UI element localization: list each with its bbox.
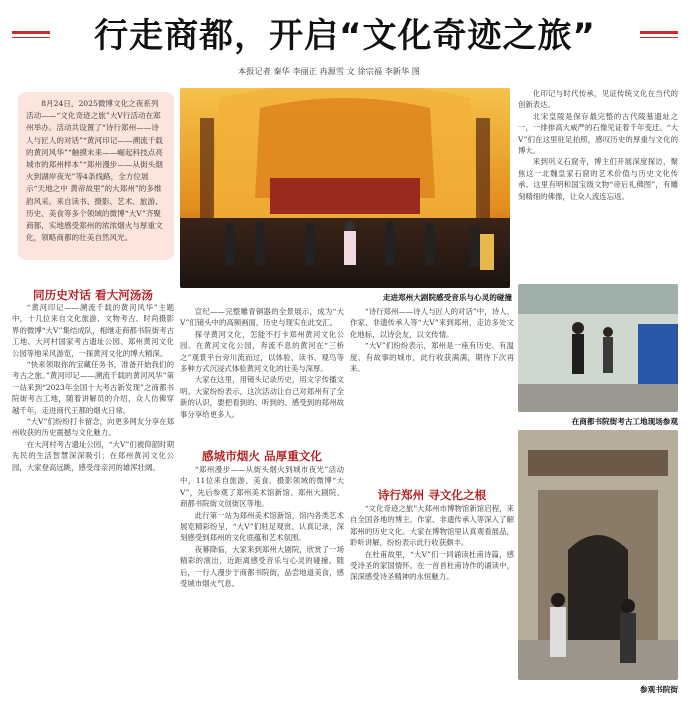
page-title: 行走商都，开启“文化奇迹之旅”: [94, 16, 596, 56]
col4-paragraph: 化印记与时代传承，见证传统文化在当代的创新表达。: [518, 89, 678, 110]
col1-paragraph: “大V”们纷纷打卡留念，向更多网友分享在郑州收获的历史震撼与文化魅力。: [12, 417, 174, 438]
col4-paragraph: 北宋皇陵是保存最完整的古代陵墓遗址之一，一排排高大威严的石像见证着千年变迁。“大V”们在这里驻足拍照，感叹历史的厚重与文化的博大。: [518, 111, 678, 156]
col4-paragraph: 来到巩义石窟寺，博主们开展深度探访，聚焦这一北魏皇家石窟的艺术价值与历史文化传承。这里有明和国宝级文物“帝后礼佛图”，有雕刻精细的佛像，让众人流连忘返。: [518, 157, 678, 201]
column-1: [12, 302, 174, 694]
intro-box: 8月24日，2025微博文化之夜系列活动——“文化奇迹之旅”大V行活动在郑州举办。活动共设置了“诗行郑州——诗人与匠人的对话”“黄河印记——溯流千载的黄河风华”“触摸未来——崛起科技点亮城市的郑州样本”“郑州漫步——从街头烟火到湖岸夜光”等4条线路，全方位展示“天地之中 黄帝故里”的大郑州”的多维韵风采。来自读书、摄影、艺术、旅游、历史、美食等多个领域的微博“大V”齐聚商都，实地感受郑州的浓浓烟火与厚重文化，领略商都的壮美自然风光。: [18, 92, 174, 260]
gate-photo-caption: 参观书院街: [640, 685, 678, 694]
byline: 本报记者 秦华 李丽正 冉源雪 文 徐宗福 李新华 图: [238, 66, 420, 76]
heading-poetry: 诗行郑州 寻文化之根: [377, 488, 487, 502]
col2-paragraph: 大家在这里，用镜头记录历史，用文字传播文明。大家纷纷表示，这次活动让自己对郑州有了全新的认识，要把看到的、听到的、感受到的郑州故事分享给更多人。: [180, 375, 344, 419]
col1-paragraph: 在大河村考古遗址公园，“大V”们被仰韶时期先民的生活智慧深深吸引；在郑州黄河文化公园，大家登高远眺，感受母亲河的雄浑壮阔。: [12, 439, 174, 472]
column-2-lower: [180, 464, 344, 694]
col3-paragraph: 在杜甫故里，“大V”们一同诵读杜甫诗篇，感受诗圣的家国情怀。在一首首杜甫诗作的诵读中，深深感受诗圣精神的永恒魅力。: [350, 549, 514, 582]
col3-paragraph: “大V”们纷纷表示，郑州是一座有历史、有温度、有故事的城市，此行收获满满，期待下次再来。: [350, 341, 514, 374]
col1-paragraph: “黄河印记——溯流千载的黄河风华”主题中，十几位来自文化旅游、文物考古、时尚摄影界的微博“大V”集结成队，相继走商都书院街考古工地、大河村国家考古遗址公园、郑州黄河文化公园等地采风游览，一探黄河文化的博大精深。: [12, 303, 174, 358]
col2-paragraph: “郑州漫步——从街头烟火到城市夜光”活动中，11位来自旅游、美食、摄影领域的微博“大V”，先后参观了郑州美术馆新馆、郑州大剧院、商都书院街文创街区等地。: [180, 465, 344, 509]
column-3-lower: [350, 503, 514, 694]
title-deco-left: [12, 31, 50, 34]
col1-paragraph: “快来领取你的宝藏任务书，准备开始我们的考古之旅。”黄河印记——溯流千载的黄河风华”第一站来到“2023年全国十大考古新发现”之商都书院街考古工地，随着讲解员的介绍，众人仿佛穿越千年，走进商代王都的烟火日常。: [12, 360, 174, 415]
col3-paragraph: “文化奇迹之旅”大郑州市博物馆新馆启程，来自全国各地的博主、作家、非遗传承人等深入了解郑州的历史文化。大家在博物馆里认真观看展品，聆听讲解，纷纷表示此行收获颇丰。: [350, 504, 514, 548]
heading-city: 感城市烟火 品厚重文化: [202, 449, 322, 463]
theater-photo-caption: 走进郑州大剧院感受音乐与心灵的碰撞: [382, 293, 512, 302]
theater-photo: [180, 88, 510, 288]
column-4: [518, 88, 678, 278]
col3-paragraph: “诗行郑州——诗人与匠人的对话”中，诗人、作家、非遗传承人等“大V”来到郑州，走访多处文化地标，以诗会友，以文传情。: [350, 307, 514, 339]
heading-history: 同历史对话 看大河汤汤: [33, 288, 153, 302]
bookstore-photo-caption: 在商都书院街考古工地现场参观: [571, 417, 678, 426]
col2-paragraph: 此行第一站为郑州美术馆新馆，馆内各类艺术展览精彩纷呈，“大V”们驻足观赏、认真记录，深刻感受到郑州的文化底蕴和艺术氛围。: [180, 510, 344, 543]
column-2: [180, 306, 344, 444]
bookstore-photo: [518, 284, 678, 412]
col2-paragraph: 夜幕降临，大家来到郑州大剧院，欣赏了一场精彩的演出，近距离感受音乐与心灵的碰撞。随后，一行人漫步于商都书院街，品尝地道美食，感受城市烟火气息。: [180, 544, 344, 589]
col2-paragraph: 宣纪——完整雕青铜器的全景展示，成为“大V”们镜头中的高频画面，历史与现实在此交汇。: [180, 307, 344, 328]
title-deco-right: [640, 31, 678, 34]
column-3: [350, 306, 514, 484]
col2-paragraph: 探寻黄河文化，怎能不打卡郑州黄河文化公园。在黄河文化公园，奔流不息的黄河在“三桥之”观景平台旁川流而过，以体验、读书、观鸟等多种方式沉浸式体验黄河文化的壮美与深厚。: [180, 329, 344, 374]
gate-photo: [518, 430, 678, 680]
